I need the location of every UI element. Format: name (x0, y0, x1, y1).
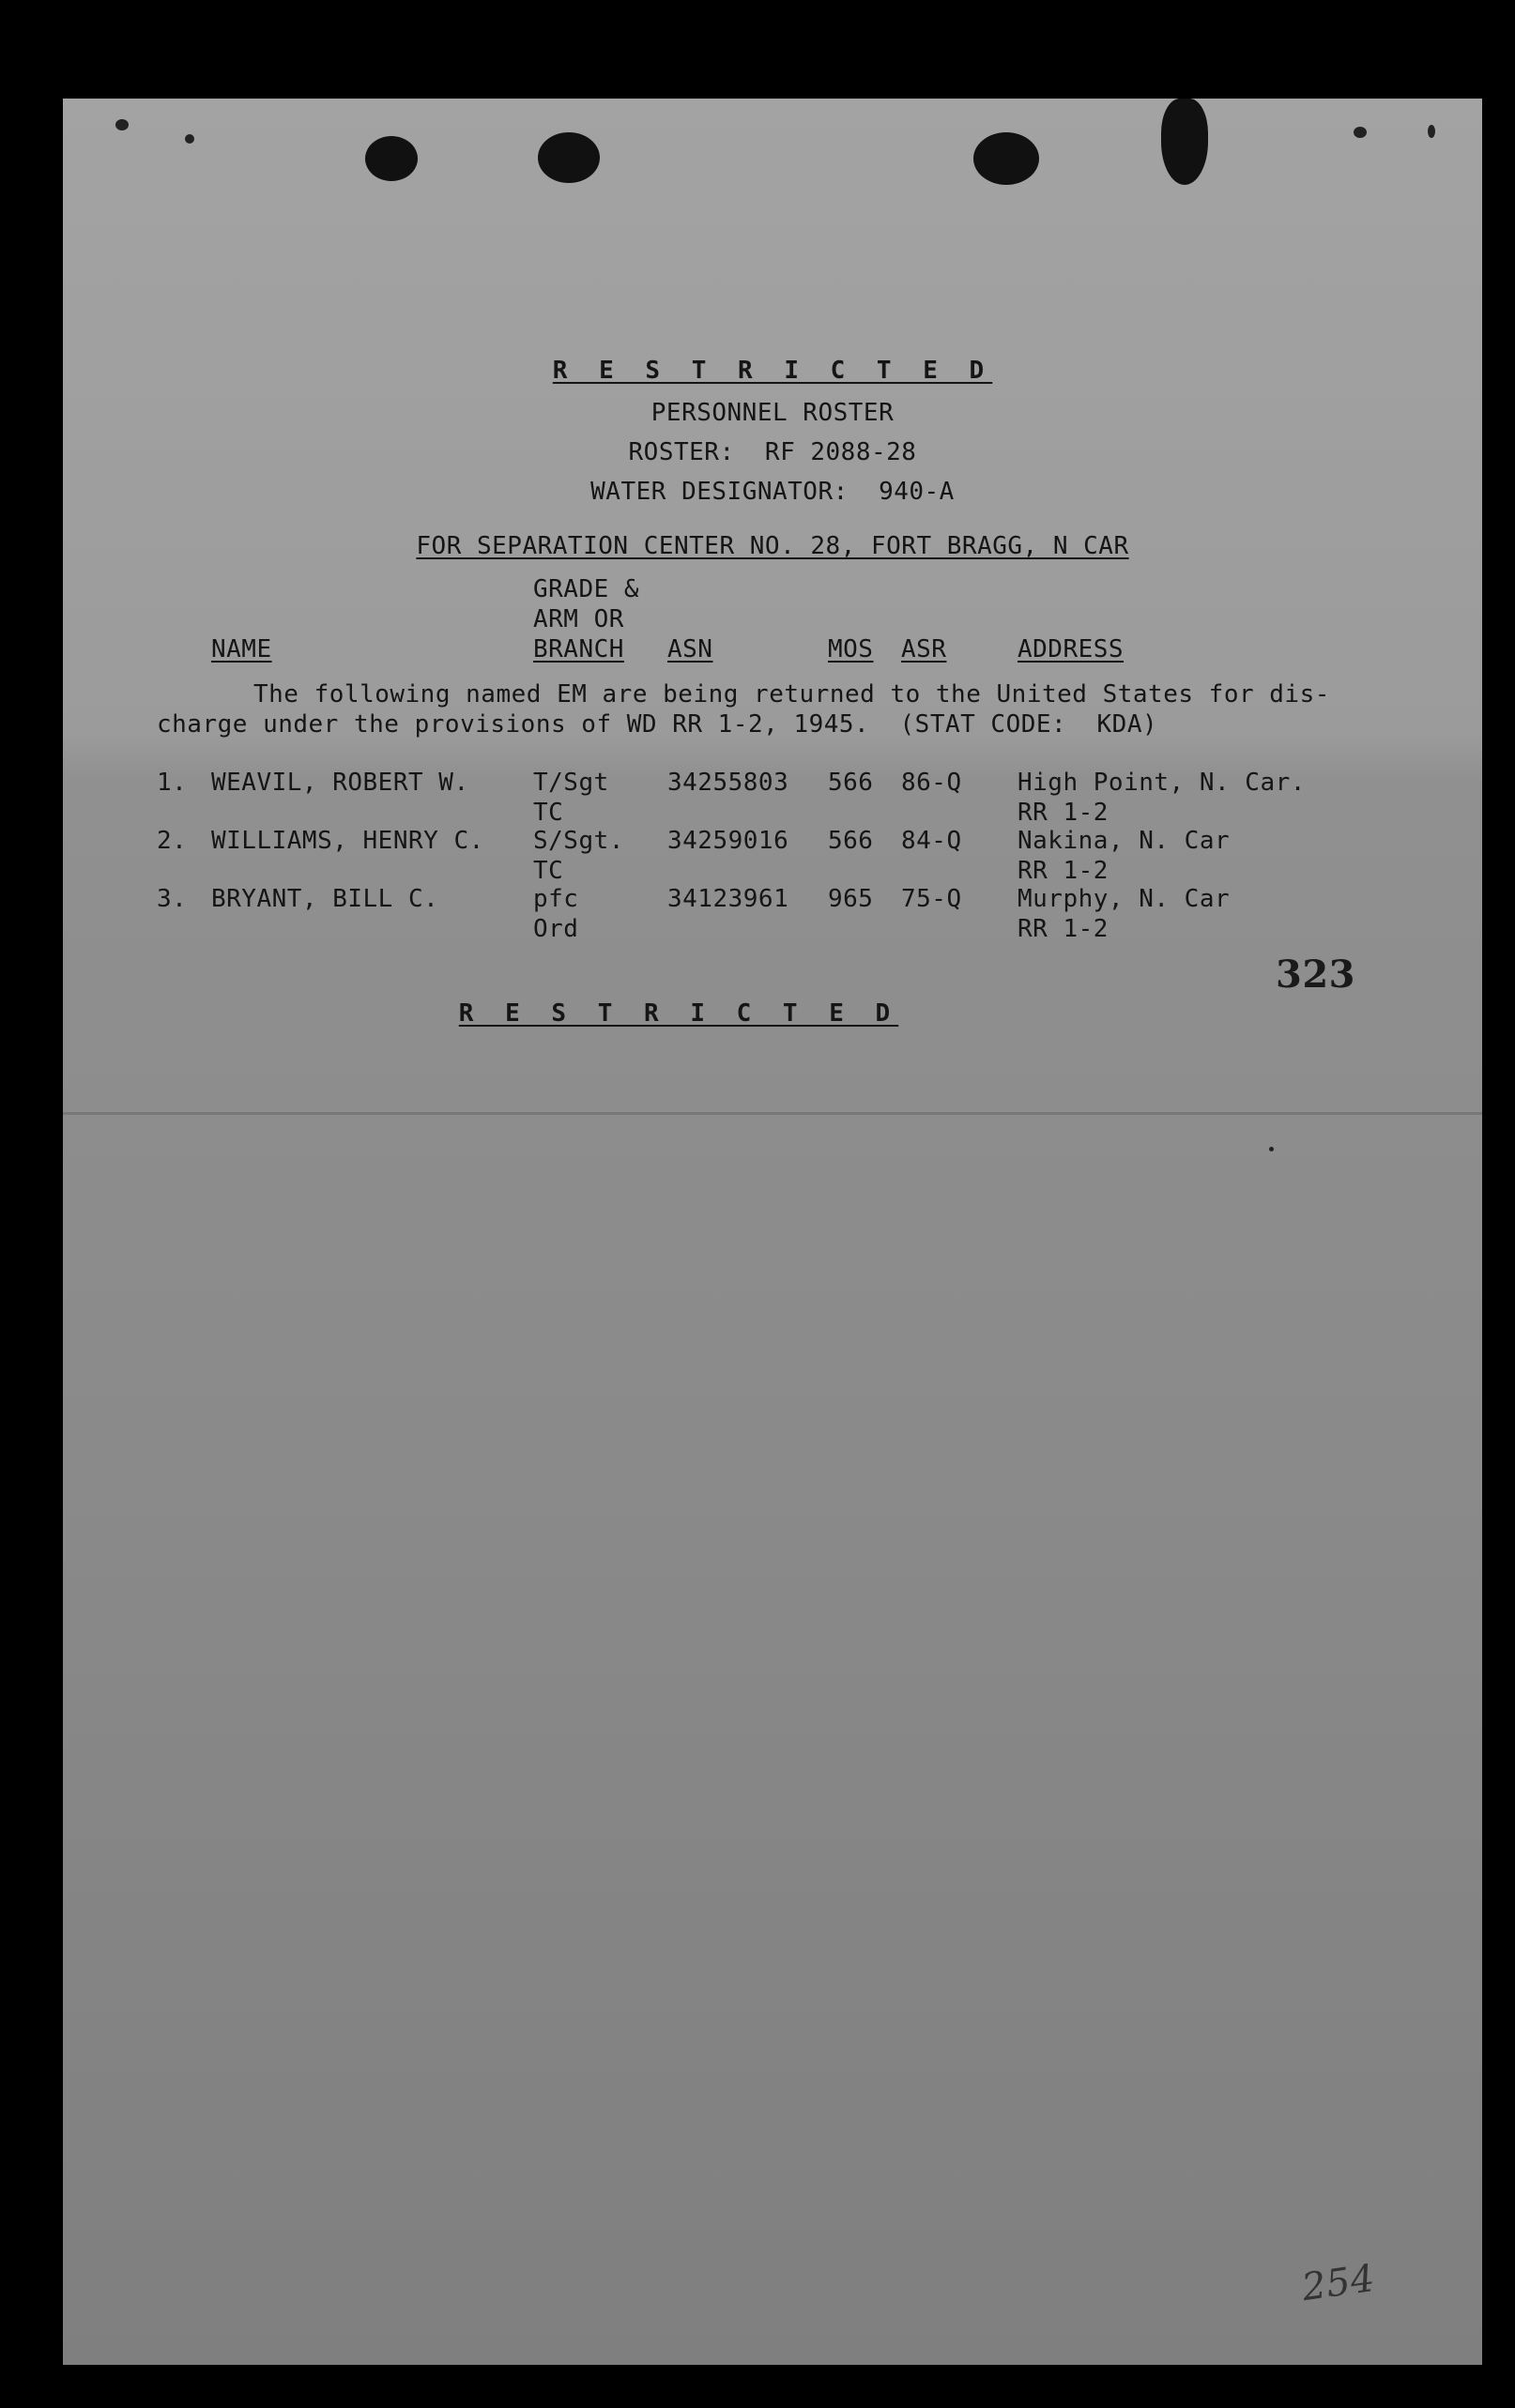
row-name: WILLIAMS, HENRY C. (211, 827, 484, 855)
punch-hole (365, 136, 418, 181)
row-asn: 34255803 (667, 769, 789, 797)
row-address: Murphy, N. Car (1018, 885, 1231, 913)
row-grade: T/Sgt (533, 769, 609, 797)
row-number: 2. (157, 827, 188, 855)
row-asn: 34259016 (667, 827, 789, 855)
row-branch: TC (533, 799, 564, 827)
row-ref: RR 1-2 (1018, 915, 1109, 943)
column-asr: ASR (901, 635, 947, 663)
row-mos: 566 (828, 827, 874, 855)
row-asr: 84-Q (901, 827, 962, 855)
speck (115, 119, 129, 130)
row-branch: TC (533, 857, 564, 885)
column-mos: MOS (828, 635, 874, 663)
fold-line (63, 1112, 1482, 1115)
punch-hole (538, 132, 600, 183)
water-designator: WATER DESIGNATOR: 940-A (590, 478, 955, 506)
row-number: 1. (157, 769, 188, 797)
speck (1269, 1147, 1274, 1151)
roster-title: PERSONNEL ROSTER (650, 399, 895, 427)
column-grade-line3: BRANCH (533, 635, 624, 663)
row-mos: 965 (828, 885, 874, 913)
speck (185, 134, 194, 144)
row-grade: pfc (533, 885, 579, 913)
page-number-stamp: 323 (1276, 953, 1355, 997)
classification-top: R E S T R I C T E D (552, 357, 993, 385)
row-grade: S/Sgt. (533, 827, 624, 855)
punch-hole (973, 132, 1039, 185)
column-asn: ASN (667, 635, 713, 663)
row-address: High Point, N. Car. (1018, 769, 1306, 797)
row-address: Nakina, N. Car (1018, 827, 1231, 855)
row-branch: Ord (533, 915, 579, 943)
roster-number: ROSTER: RF 2088-28 (628, 438, 917, 466)
row-name: WEAVIL, ROBERT W. (211, 769, 469, 797)
speck (1354, 127, 1367, 138)
row-mos: 566 (828, 769, 874, 797)
intro-line1: The following named EM are being returned to the United States for dis- (253, 680, 1330, 709)
intro-line2: charge under the provisions of WD RR 1-2, 1945. (STAT CODE: KDA) (157, 710, 1158, 739)
pencil-mark: 254 (1299, 2256, 1378, 2310)
column-address: ADDRESS (1018, 635, 1125, 663)
row-asn: 34123961 (667, 885, 789, 913)
document-page (63, 99, 1482, 2365)
column-grade-line1: GRADE & (533, 575, 640, 603)
row-ref: RR 1-2 (1018, 799, 1109, 827)
column-grade-line2: ARM OR (533, 605, 624, 633)
row-number: 3. (157, 885, 188, 913)
row-name: BRYANT, BILL C. (211, 885, 439, 913)
row-asr: 75-Q (901, 885, 962, 913)
column-name: NAME (211, 635, 272, 663)
row-asr: 86-Q (901, 769, 962, 797)
classification-bottom: R E S T R I C T E D (458, 999, 899, 1028)
row-ref: RR 1-2 (1018, 857, 1109, 885)
speck (1428, 125, 1435, 138)
destination: FOR SEPARATION CENTER NO. 28, FORT BRAGG, N CAR (416, 532, 1129, 560)
punch-hole (1161, 99, 1208, 185)
